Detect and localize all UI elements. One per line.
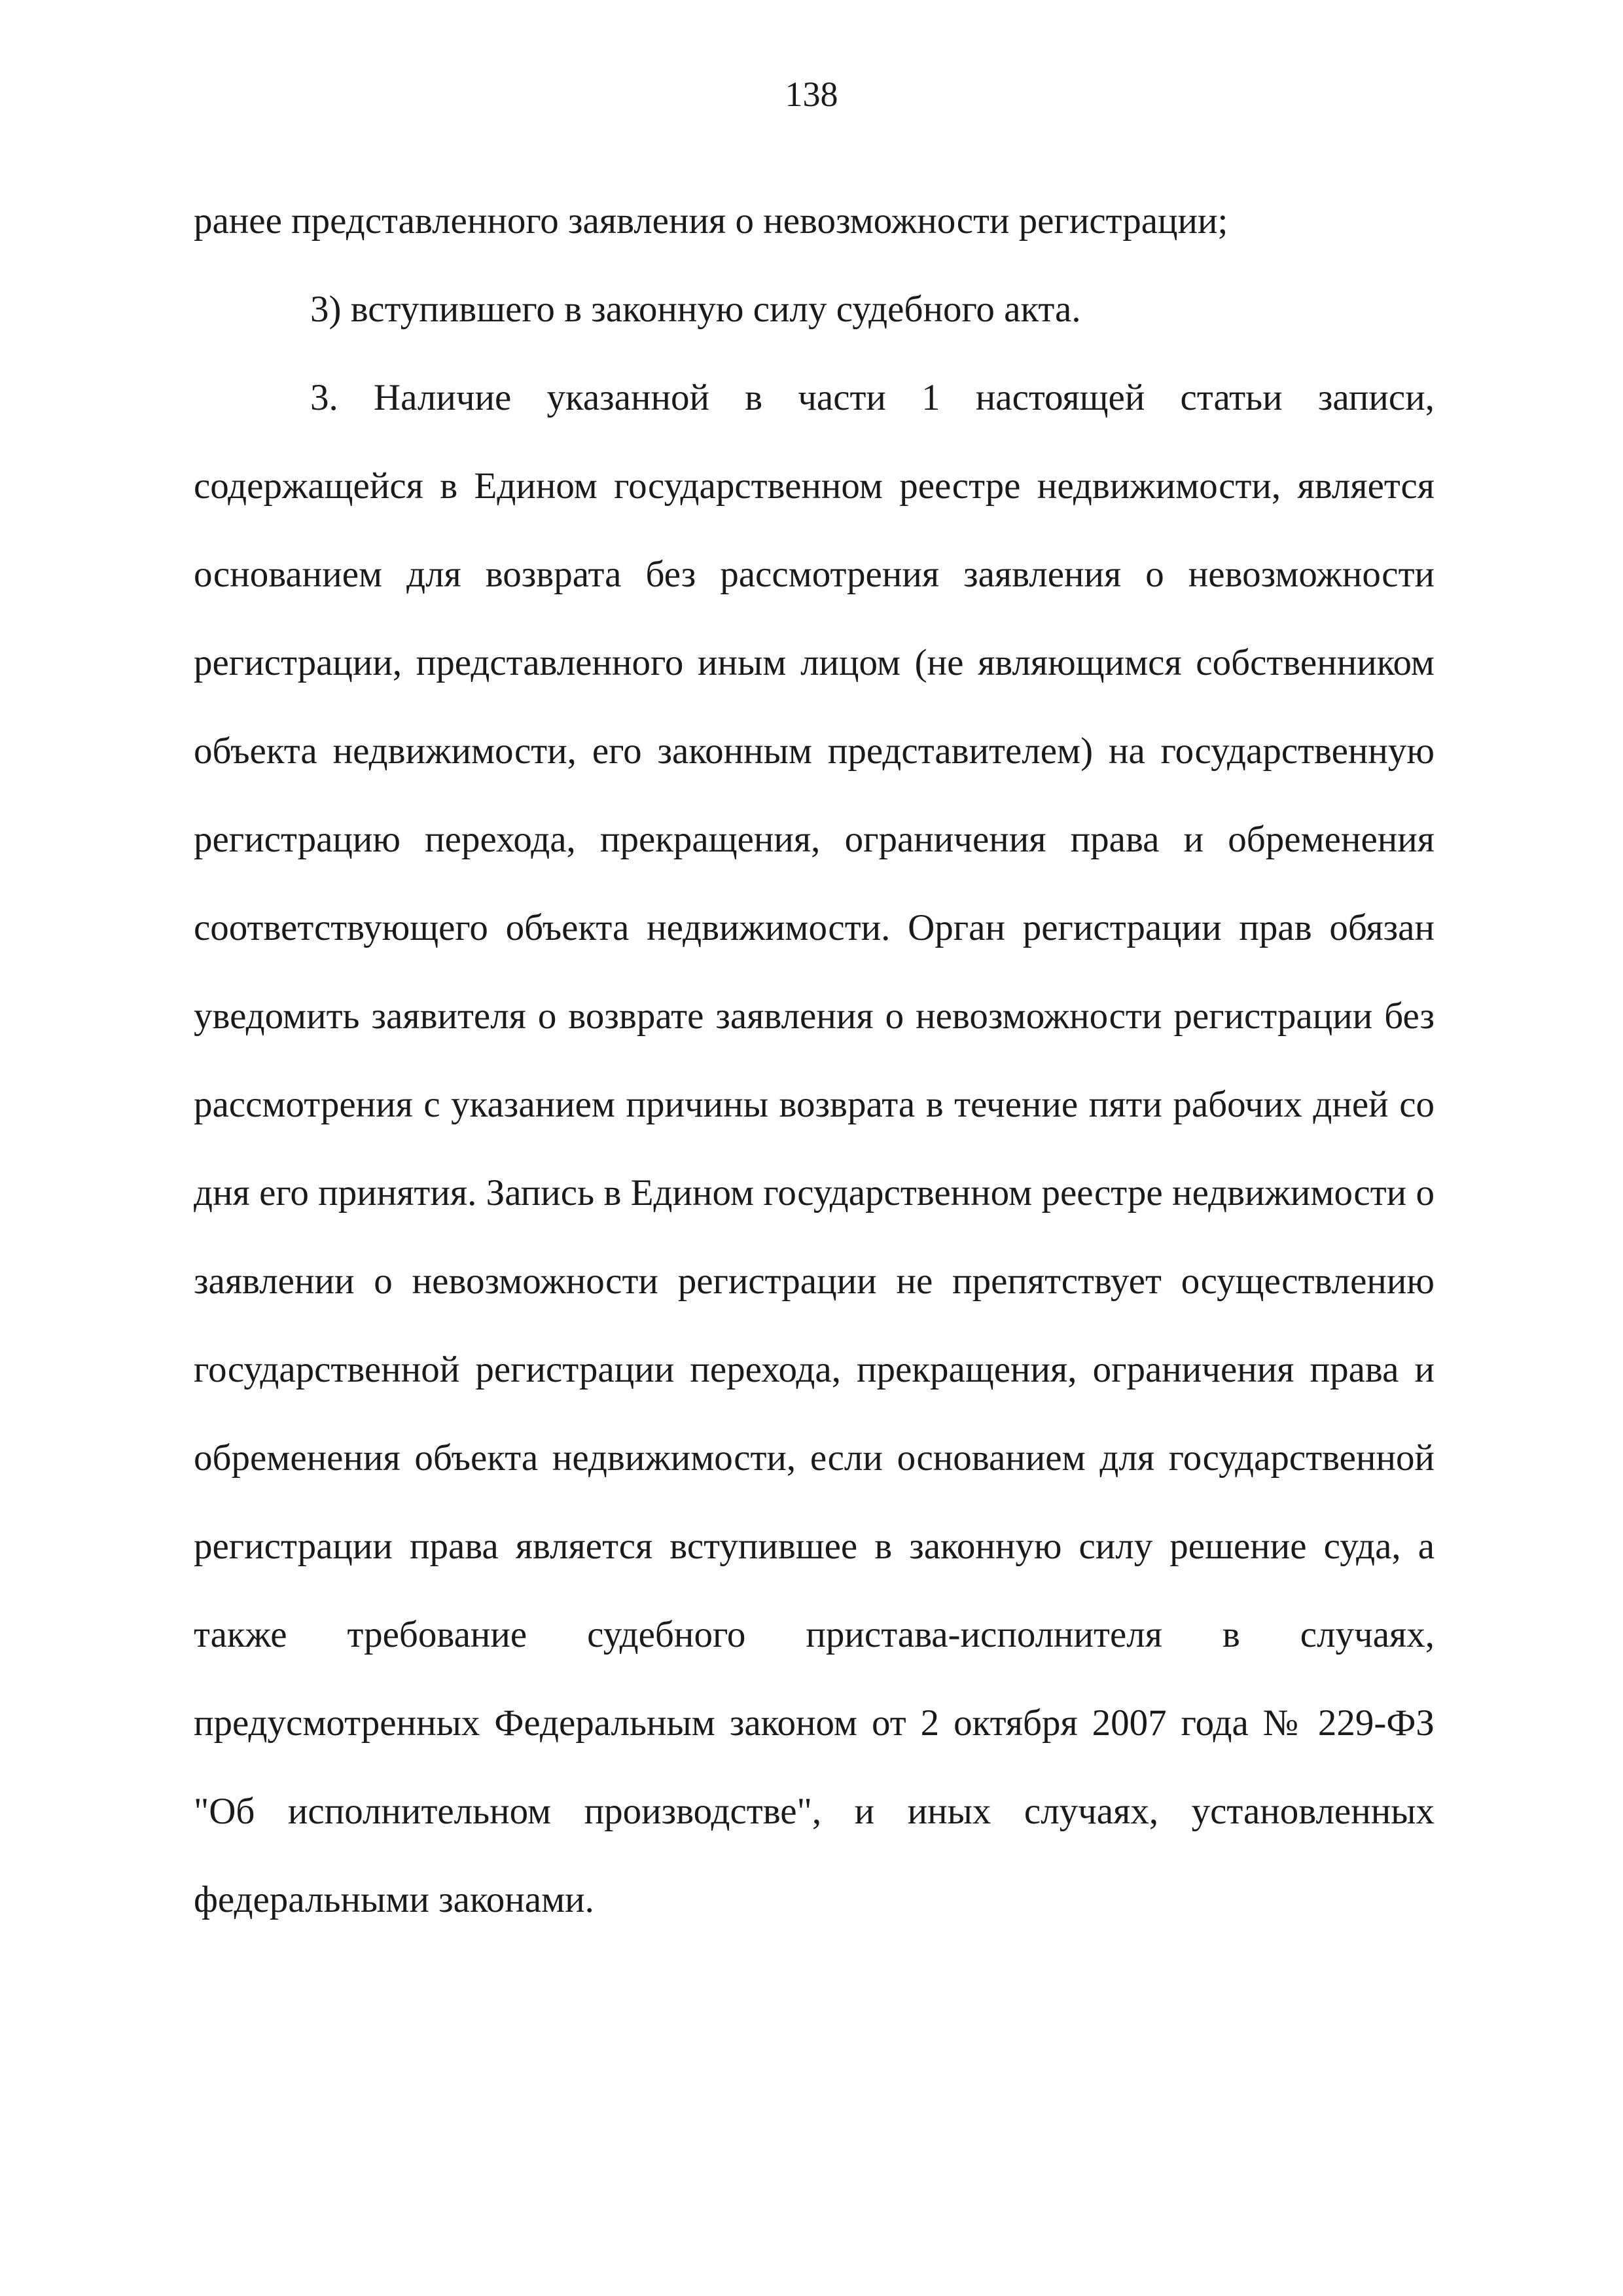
page-number: 138 (785, 75, 838, 114)
paragraph-continuation: ранее представленного заявления о невозможности регистрации; (194, 200, 1228, 242)
paragraph-item-3: 3) вступившего в законную силу судебного акта. (310, 289, 1081, 330)
body-text (194, 177, 1435, 1944)
paragraph-part-3: 3. Наличие указанной в части 1 настоящей статьи записи, содержащейся в Едином государственном реестре недвижимости, является основанием для возврата без рассмотрения заявления о невозможности регистрации, представленного иным лицом (не являющимся собственником объекта недвижимости, его законным представителем) на государственную регистрацию перехода, прекращения, ограничения права и обременения соответствующего объекта недвижимости. Орган регистрации прав обязан уведомить заявителя о возврате заявления о невозможности регистрации без рассмотрения с указанием причины возврата в течение пяти рабочих дней со дня его принятия. Запись в Едином государственном реестре недвижимости о заявлении о невозможности регистрации не препятствует осуществлению государственной регистрации перехода, прекращения, ограничения права и обременения объекта недвижимости, если основанием для государственной регистрации права является вступившее в законную силу решение суда, а также требование судебного пристава-исполнителя в случаях, предусмотренных Федеральным законом от 2 октября 2007 года № 229-ФЗ "Об исполнительном производстве", и иных случаях, установленных федеральными законами. (194, 377, 1435, 1920)
